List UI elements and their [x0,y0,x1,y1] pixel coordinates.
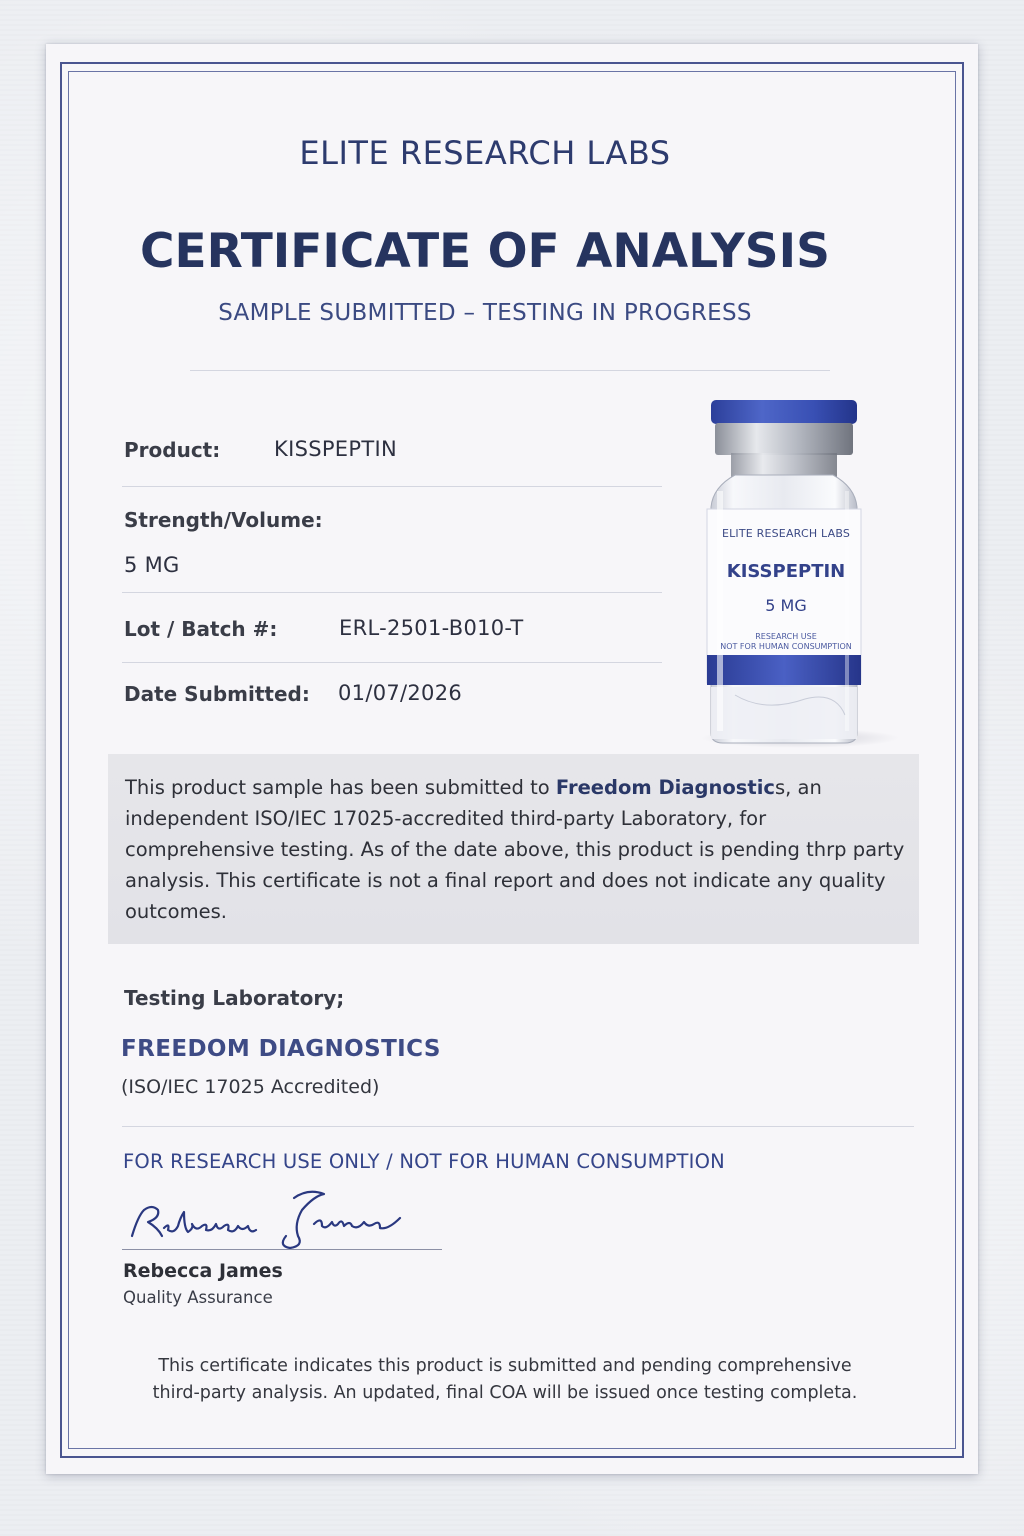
signatory-title: Quality Assurance [123,1288,273,1307]
certificate-title: CERTIFICATE OF ANALYSIS [140,224,830,279]
notice-lab-name: Freedom Diagnostic [555,776,775,799]
signature-line [122,1249,442,1250]
header-divider [190,370,830,371]
certificate-subtitle: SAMPLE SUBMITTED – TESTING IN PROGRESS [218,300,752,326]
vial-fine-print [707,632,865,652]
strength-value: 5 MG [124,553,180,577]
lab-name-heading: ELITE RESEARCH LABS [299,134,671,172]
date-value: 01/07/2026 [338,681,463,705]
field-divider [122,592,662,593]
product-value: KISSPEPTIN [274,437,397,461]
signatory-name: Rebecca James [123,1260,283,1282]
vial-fine-line: RESEARCH USE [755,632,817,641]
notice-text-rest: s, an independent ISO/IEC 17025-accredited third-party Laboratory, for comprehensive testing. As of the date above, this product is pending thrp party analysis. This certificate is not a final report and does not indicate any quality outcomes. [125,776,905,923]
vial-product-text: KISSPEPTIN [726,561,846,582]
strength-label: Strength/Volume: [124,508,323,532]
research-use-disclaimer: FOR RESEARCH USE ONLY / NOT FOR HUMAN CONSUMPTION [123,1150,725,1173]
footer-line: This certificate indicates this product is submitted and pending comprehensive [158,1356,852,1376]
vial-strength-text: 5 MG [765,596,807,615]
testing-lab-accreditation: (ISO/IEC 17025 Accredited) [121,1076,380,1098]
vial-fine-line: NOT FOR HUMAN CONSUMPTION [720,642,852,651]
vial-brand-text: ELITE RESEARCH LABS [721,527,851,540]
date-label: Date Submitted: [124,682,310,706]
notice-text-start: This product sample has been submitted to [125,776,556,799]
lot-value: ERL-2501-B010-T [339,616,524,640]
section-divider [122,1126,914,1127]
testing-lab-label: Testing Laboratory; [124,986,345,1010]
product-label: Product: [124,438,221,462]
field-divider [122,662,662,663]
notice-paragraph [125,772,905,927]
testing-lab-name: FREEDOM DIAGNOSTICS [121,1036,441,1062]
lot-label: Lot / Batch #: [124,617,278,641]
footer-line: third-party analysis. An updated, final COA will be issued once testing completa. [152,1383,858,1403]
footer-note [110,1353,900,1407]
field-divider [122,486,662,487]
handwritten-signature [118,1180,418,1252]
